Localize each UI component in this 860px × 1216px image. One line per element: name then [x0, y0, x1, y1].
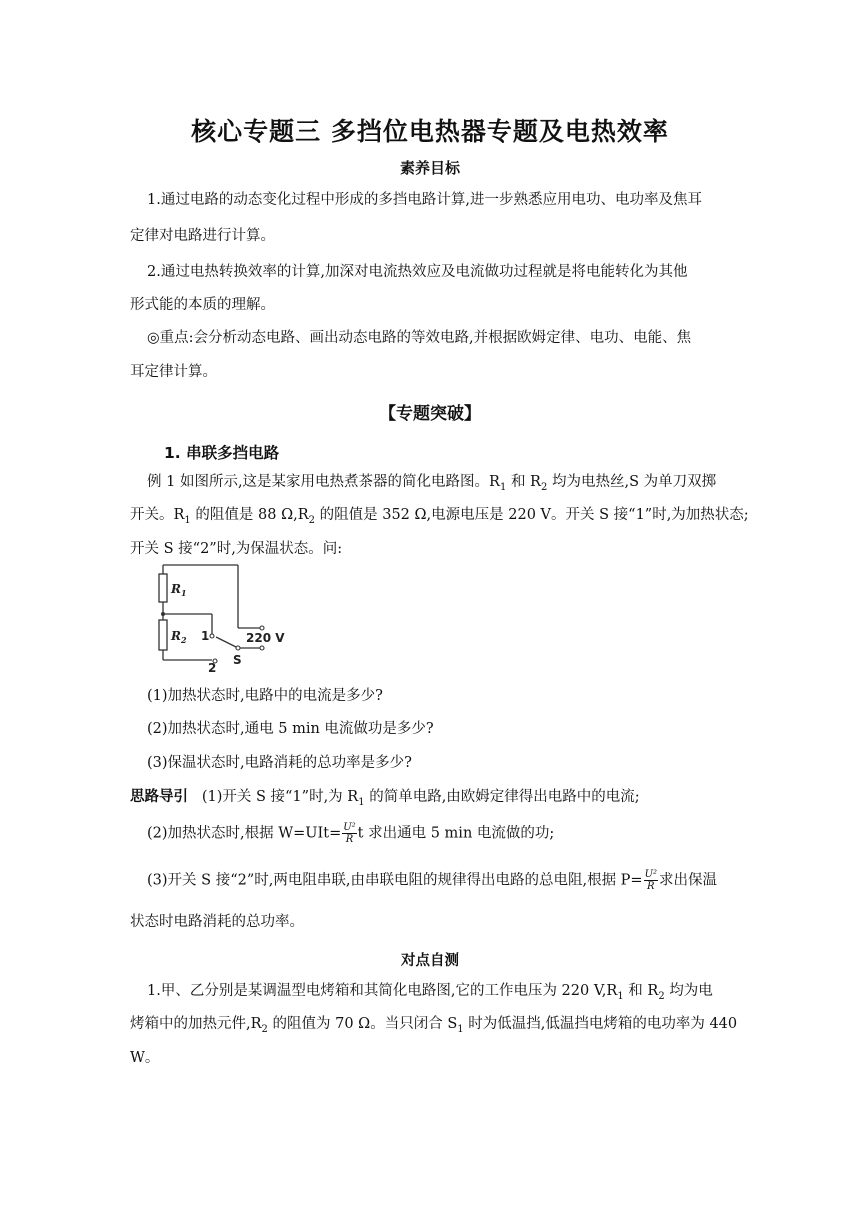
fraction-u2-r-2: $\frac{\text{U²}}{R}$: [644, 869, 658, 892]
example-line-3: 开关 S 接“2”时,为保温状态。问:: [130, 541, 343, 557]
section-title: 【专题突破】: [379, 404, 481, 424]
guide-label: 思路导引: [130, 789, 188, 805]
voltage-label: 220 V: [246, 631, 285, 645]
selftest-line-1: 1.甲、乙分别是某调温型电烤箱和其简化电路图,它的工作电压为 220 $V,R_1$ 和 $R_2$ 均为电: [147, 983, 713, 1002]
focus-line-1: ◎重点:会分析动态电路、画出动态电路的等效电路,并根据欧姆定律、电功、电能、焦: [147, 330, 692, 346]
terminal-1-label: 1: [201, 629, 210, 643]
r2-label: $R_2$: [171, 629, 187, 645]
question-3: (3)保温状态时,电路消耗的总功率是多少?: [147, 755, 412, 771]
goal-line-2: 定律对电路进行计算。: [130, 228, 275, 244]
switch-s-label: S: [233, 653, 242, 667]
selftest-line-2: 烤箱中的加热元件$,R_2$ 的阻值为 70 Ω。当只闭合 $S_1$ 时为低温挡,低温挡电烤箱的电功率为 440: [130, 1016, 738, 1035]
guide-line-2: (2)加热状态时,根据 W=UIt= $\frac{\text{U²}}{R}$ t 求出通电 5 min 电流做的功;: [147, 822, 555, 845]
fraction-u2-r: $\frac{\text{U²}}{R}$: [343, 822, 356, 845]
guide-line-4: 状态时电路消耗的总功率。: [130, 914, 304, 930]
guide-line-3: (3)开关 S 接“2”时,两电阻串联,由串联电阻的规律得出电路的总电阻,根据 P= $\frac{\text{U²}}{R}$ 求出保温: [147, 869, 718, 892]
selftest-heading: 对点自测: [401, 953, 459, 969]
page-title: 核心专题三 多挡位电热器专题及电热效率: [191, 117, 669, 146]
question-2: (2)加热状态时,通电 5 min 电流做功是多少?: [147, 721, 434, 737]
question-1: (1)加热状态时,电路中的电流是多少?: [147, 688, 383, 704]
r1-label: $R_1$: [171, 582, 187, 598]
guide-line-1: 思路导引 (1)开关 S 接“1”时,为 $R_1$ 的简单电路,由欧姆定律得出电路中的电流;: [130, 789, 640, 808]
subsection-heading: 1. 串联多挡电路: [164, 444, 280, 462]
example-line-2: 开关。$R_1$ 的阻值是 88 $\Omega,R_2$ 的阻值是 352 Ω,电源电压是 220 V。开关 S 接“1”时,为加热状态;: [130, 507, 749, 526]
selftest-line-3: W。: [130, 1050, 160, 1066]
example-line-1: 例 1 如图所示,这是某家用电热煮茶器的简化电路图。$R_1$ 和 $R_2$ 均为电热丝,S 为单刀双掷: [147, 474, 717, 493]
focus-line-2: 耳定律计算。: [130, 364, 217, 380]
goals-heading: 素养目标: [399, 159, 460, 177]
terminal-2-label: 2: [208, 661, 217, 672]
circuit-diagram: [150, 560, 300, 672]
goal-line-1: 1.通过电路的动态变化过程中形成的多挡电路计算,进一步熟悉应用电功、电功率及焦耳: [147, 192, 702, 208]
goal-line-4: 形式能的本质的理解。: [130, 297, 275, 313]
goal-line-3: 2.通过电热转换效率的计算,加深对电流热效应及电流做功过程就是将电能转化为其他: [147, 264, 688, 280]
